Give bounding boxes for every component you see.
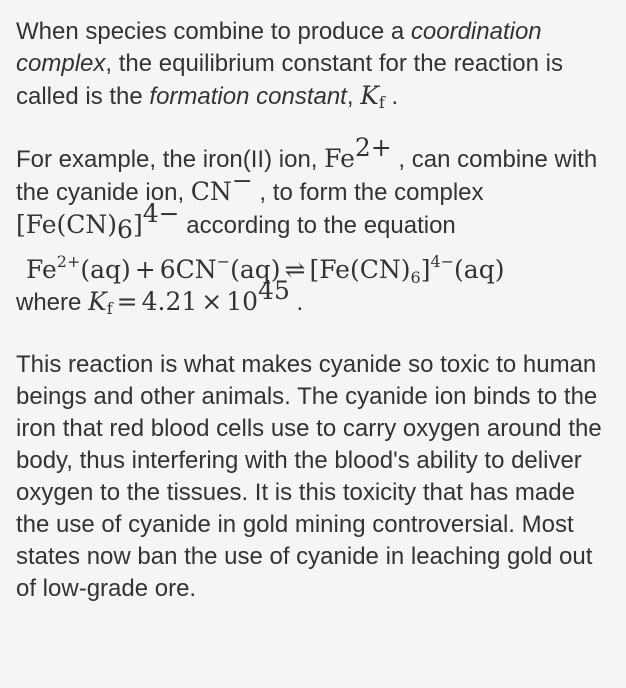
constant-subscript: f [106, 299, 113, 318]
complex-formula-open: [Fe(CN) [16, 210, 118, 239]
eq-reactant-iron-charge: 2+ [56, 252, 81, 271]
eq-reactant-iron: Fe [26, 255, 57, 284]
term-formation-constant: formation constant [149, 83, 347, 110]
constant-times-sign: × [201, 287, 223, 316]
constant-base: 10 [226, 287, 259, 316]
formation-constant-subscript: f [378, 93, 385, 112]
eq-reactant-cyanide-state: (aq) [230, 255, 281, 284]
constant-line [16, 276, 602, 325]
intro-text-1: When species combine to produce a [16, 18, 411, 45]
example-text-2: , can combine with the cyanide ion, [16, 146, 598, 206]
eq-product-state: (aq) [454, 255, 505, 284]
intro-paragraph [16, 16, 602, 119]
toxicity-paragraph: This reaction is what makes cyanide so toxic to human beings and other animals. The cyanide ion binds to the iron that red blood cells use to carry oxygen around the body, thus interfering with the blood's ability to deliver oxygen to the tissues. It is this toxicity that has made the use of cyanide in gold mining controversial. Most states now ban the use of cyanide in leaching gold out of low-grade ore. [16, 351, 602, 602]
eq-product-close: ] [420, 255, 431, 284]
example-block [16, 133, 602, 325]
eq-plus-sign: + [134, 255, 156, 284]
constant-equals-sign: = [116, 287, 138, 316]
intro-text-3: , [346, 83, 361, 110]
intro-text-2: , the equilibrium constant for the reaction is called is the [16, 50, 563, 110]
iron-ion-charge: 2+ [354, 133, 392, 162]
cyanide-ion-charge: − [231, 166, 253, 195]
eq-product-open: [Fe(CN) [309, 255, 411, 284]
eq-product-charge: 4− [430, 252, 455, 271]
complex-formula-charge: 4− [142, 199, 180, 228]
example-paragraph [16, 133, 602, 244]
eq-reactant-iron-state: (aq) [80, 255, 131, 284]
example-text-3: , to form the complex [252, 179, 484, 206]
eq-product-subscript: 6 [410, 268, 421, 287]
eq-reactant-cyanide-charge: − [216, 252, 231, 271]
example-text-4: according to the equation [179, 212, 456, 239]
constant-label: where [16, 289, 89, 316]
formation-constant-symbol: K [360, 81, 379, 110]
iron-ion-formula: Fe [324, 144, 355, 173]
constant-end: . [289, 289, 304, 316]
complex-formula-close: ] [132, 210, 143, 239]
eq-reactant-cyanide: 6CN [159, 255, 217, 284]
complex-formula-subscript: 6 [117, 215, 133, 244]
eq-equilibrium-arrow: ⇌ [284, 255, 306, 284]
constant-symbol: K [88, 287, 107, 316]
term-coordination-complex: coordination complex [16, 18, 542, 77]
cyanide-ion-formula: CN [190, 177, 232, 206]
example-text-1: For example, the iron(II) ion, [16, 146, 325, 173]
constant-exponent: 45 [258, 276, 290, 305]
intro-end: . [384, 83, 399, 110]
constant-mantissa: 4.21 [141, 287, 198, 316]
equilibrium-equation [16, 254, 602, 286]
